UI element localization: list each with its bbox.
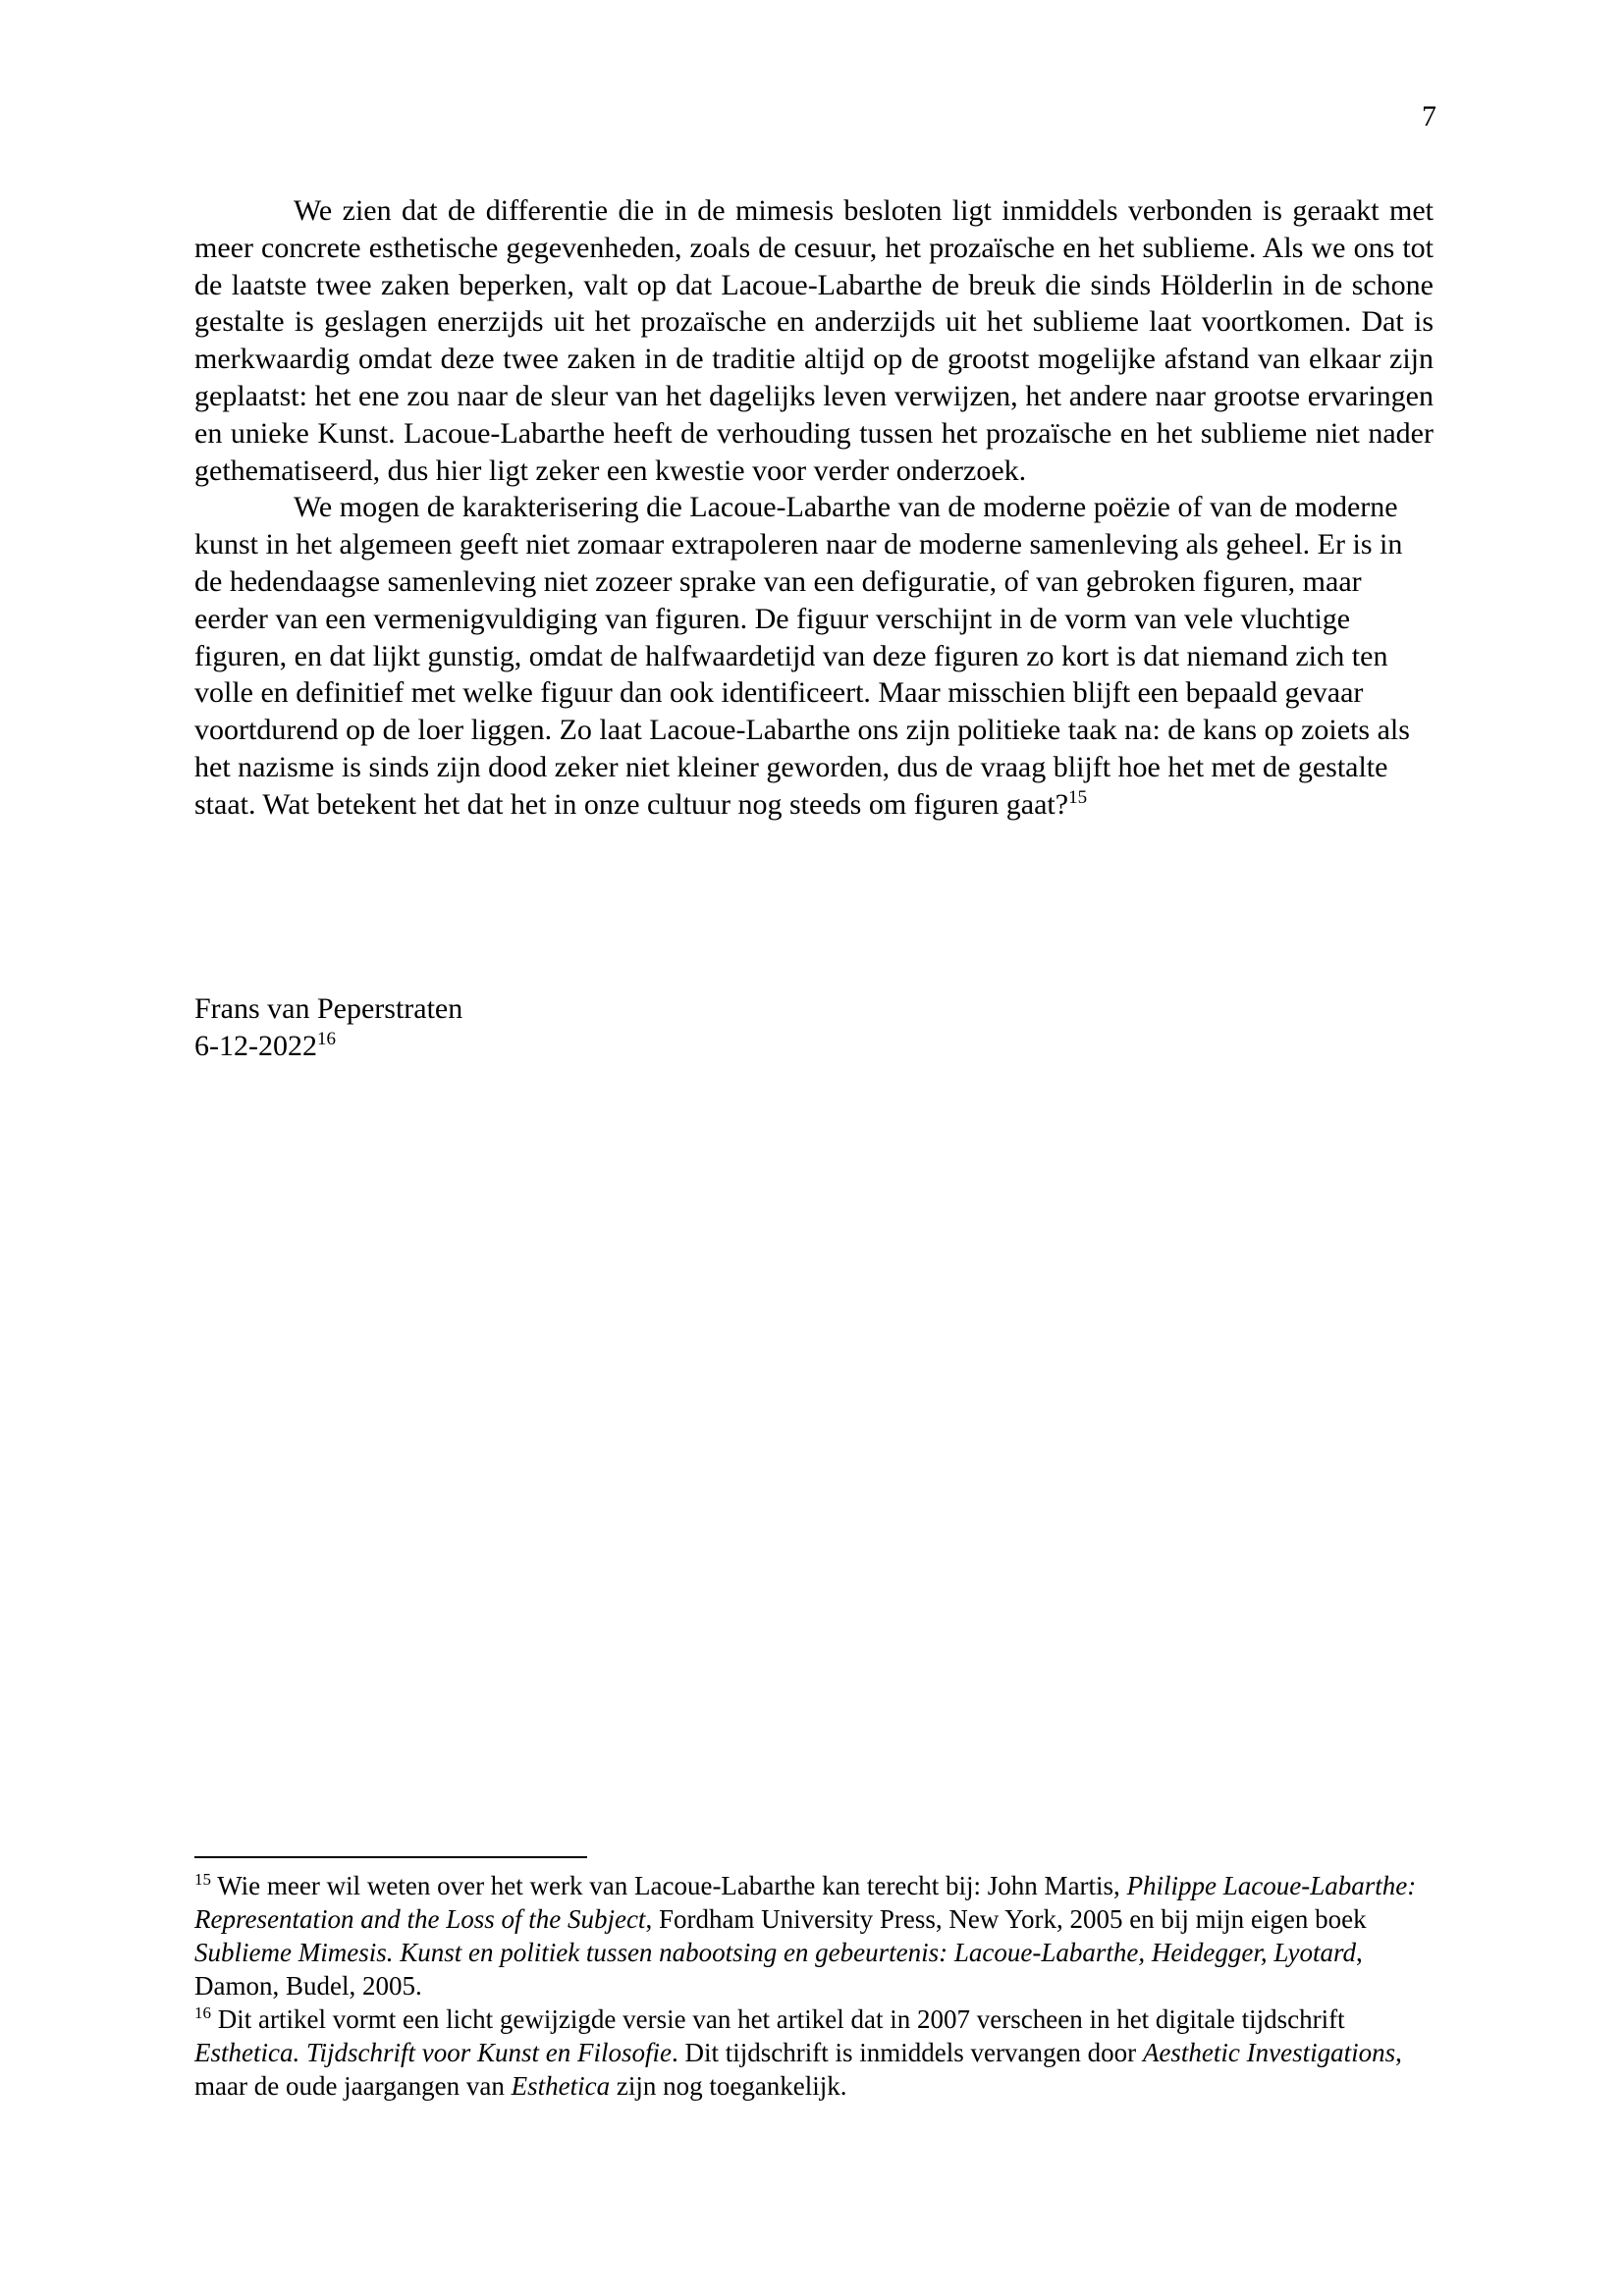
footnote-text: , maar de oude jaargangen van (194, 2038, 1402, 2101)
footnote-title-italic: Sublieme Mimesis. Kunst en politiek tussen nabootsing en gebeurtenis: Lacoue-Labarthe, Heidegger, Lyotard (194, 1938, 1357, 1967)
footnote-ref-16[interactable]: 16 (316, 1029, 336, 1049)
footnote-title-italic: Esthetica. Tijdschrift voor Kunst en Filosofie (194, 2038, 672, 2067)
footnote-text: . Dit tijdschrift is inmiddels vervangen door (672, 2038, 1143, 2067)
footnote-ref-15[interactable]: 15 (1068, 786, 1088, 808)
signature-block (194, 990, 462, 1065)
signature-date: 6-12-2022 (194, 1030, 317, 1062)
paragraph-2 (194, 489, 1434, 823)
footnote-text: Dit artikel vormt een licht gewijzigde versie van het artikel dat in 2007 verscheen in het digitale tijdschrift (211, 2004, 1345, 2034)
footnote-16 (194, 2002, 1434, 2103)
body-text (194, 192, 1434, 824)
footnote-separator (194, 1856, 587, 1858)
footnote-text: , Damon, Budel, 2005. (194, 1938, 1363, 2001)
footnote-text: zijn nog toegankelijk. (610, 2071, 847, 2101)
footnote-text: , Fordham University Press, New York, 2005 en bij mijn eigen boek (645, 1904, 1367, 1934)
footnote-text: Wie meer wil weten over het werk van Lacoue-Labarthe kan terecht bij: John Martis, (211, 1871, 1127, 1900)
page-number: 7 (1422, 100, 1436, 133)
paragraph-1: We zien dat de differentie die in de mimesis besloten ligt inmiddels verbonden is geraakt met meer concrete esthetische gegevenheden, zoals de cesuur, het prozaïsche en het sublieme. Als we ons tot de laatste twee zaken beperken, valt op dat Lacoue-Labarthe de breuk die sinds Hölderlin in de schone gestalte is geslagen enerzijds uit het prozaïsche en anderzijds uit het sublieme laat voortkomen. Dat is merkwaardig omdat deze twee zaken in de traditie altijd op de grootst mogelijke afstand van elkaar zijn geplaatst: het ene zou naar de sleur van het dagelijks leven verwijzen, het andere naar grootse ervaringen en unieke Kunst. Lacoue-Labarthe heeft de verhouding tussen het prozaïsche en het sublieme niet nader gethematiseerd, dus hier ligt zeker een kwestie voor verder onderzoek. (194, 194, 1434, 487)
footnote-title-italic: Esthetica (511, 2071, 611, 2101)
footnote-15 (194, 1869, 1434, 2002)
footnote-number: 16 (194, 2003, 211, 2022)
footnote-title-italic: Aesthetic Investigations (1142, 2038, 1396, 2067)
footnotes (194, 1869, 1434, 2103)
paragraph-2-text: We mogen de karakterisering die Lacoue-Labarthe van de moderne poëzie of van de moderne kunst in het algemeen geeft niet zomaar extrapoleren naar de moderne samenleving als geheel. Er is in de hedendaagse samenleving niet zozeer sprake van een defiguratie, of van gebroken figuren, maar eerder van een vermenigvuldiging van figuren. De figuur verschijnt in de vorm van vele vluchtige figuren, en dat lijkt gunstig, omdat de halfwaardetijd van deze figuren zo kort is dat niemand zich ten volle en definitief met welke figuur dan ook identificeert. Maar misschien blijft een bepaald gevaar voortdurend op de loer liggen. Zo laat Lacoue-Labarthe ons zijn politieke taak na: de kans op zoiets als het nazisme is sinds zijn dood zeker niet kleiner geworden, dus de vraag blijft hoe het met de gestalte staat. Wat betekent het dat het in onze cultuur nog steeds om figuren gaat? (194, 491, 1410, 821)
signature-date-line (194, 1028, 462, 1065)
author-name: Frans van Peperstraten (194, 992, 463, 1025)
footnote-title-italic: Philippe Lacoue-Labarthe: Representation and the Loss of the Subject (194, 1871, 1417, 1934)
footnote-number: 15 (194, 1870, 211, 1889)
